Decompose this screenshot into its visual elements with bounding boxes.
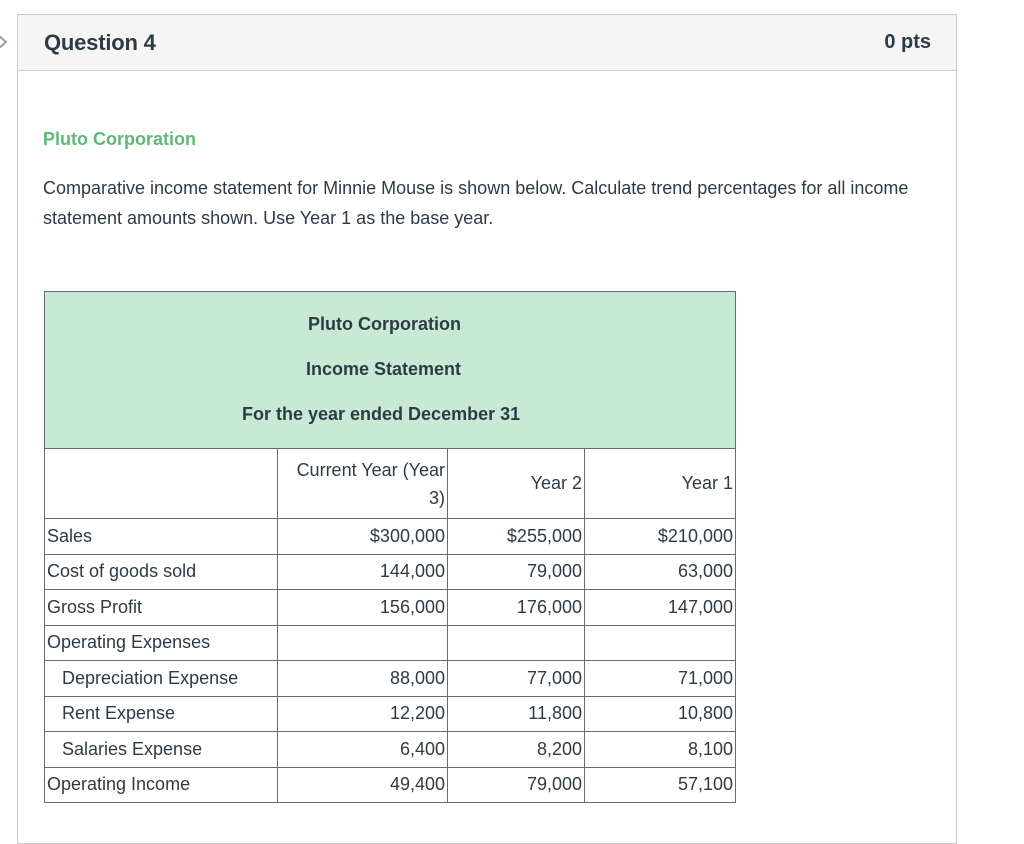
cell-current: 6,400 <box>278 732 448 768</box>
cell-current <box>278 625 448 661</box>
question-title: Question 4 <box>44 29 156 55</box>
table-row <box>45 696 736 732</box>
cell-year1: 8,100 <box>585 732 736 768</box>
cell-current: 12,200 <box>278 696 448 732</box>
column-header-current-label: Current Year (Year 3) <box>296 459 445 508</box>
table-row <box>45 519 736 555</box>
question-card <box>17 14 957 844</box>
column-header-year1: Year 1 <box>585 449 736 519</box>
cell-year2: 79,000 <box>448 554 585 590</box>
cell-year2: $255,000 <box>448 519 585 555</box>
cell-current: $300,000 <box>278 519 448 555</box>
question-prompt: Comparative income statement for Minnie Mouse is shown below. Calculate trend percentages for all income statement amounts shown. Use Year 1 as the base year. <box>43 178 909 228</box>
statement-title: Income Statement <box>306 359 462 379</box>
cell-current: 156,000 <box>278 590 448 626</box>
table-row <box>45 767 736 803</box>
cell-year2: 176,000 <box>448 590 585 626</box>
table-row <box>45 732 736 768</box>
statement-period: For the year ended December 31 <box>242 404 521 424</box>
cell-year1: 57,100 <box>585 767 736 803</box>
cell-year1: 63,000 <box>585 554 736 590</box>
question-header <box>18 15 956 71</box>
cell-year1: 71,000 <box>585 661 736 697</box>
cell-year1: 10,800 <box>585 696 736 732</box>
row-label: Operating Income <box>45 767 278 803</box>
row-label: Operating Expenses <box>45 625 278 661</box>
chevron-right-icon[interactable] <box>0 33 12 51</box>
row-label: Salaries Expense <box>45 732 278 768</box>
statement-company: Pluto Corporation <box>308 314 461 334</box>
cell-current: 144,000 <box>278 554 448 590</box>
cell-year1 <box>585 625 736 661</box>
row-label: Sales <box>45 519 278 555</box>
column-header-year2: Year 2 <box>448 449 585 519</box>
row-label: Cost of goods sold <box>45 554 278 590</box>
cell-year2: 77,000 <box>448 661 585 697</box>
cell-current: 49,400 <box>278 767 448 803</box>
cell-year2: 11,800 <box>448 696 585 732</box>
statement-header-row <box>45 292 736 449</box>
table-row <box>45 554 736 590</box>
cell-year2: 8,200 <box>448 732 585 768</box>
column-header-current <box>278 449 448 519</box>
question-points: 0 pts <box>884 31 931 53</box>
row-label: Depreciation Expense <box>45 661 278 697</box>
row-label: Gross Profit <box>45 590 278 626</box>
cell-year2: 79,000 <box>448 767 585 803</box>
table-row <box>45 661 736 697</box>
corner-cell <box>45 449 278 519</box>
company-heading: Pluto Corporation <box>43 129 196 149</box>
table-row <box>45 590 736 626</box>
cell-current: 88,000 <box>278 661 448 697</box>
cell-year2 <box>448 625 585 661</box>
income-statement-table <box>44 291 736 803</box>
table-row <box>45 625 736 661</box>
cell-year1: $210,000 <box>585 519 736 555</box>
statement-header <box>45 292 736 449</box>
cell-year1: 147,000 <box>585 590 736 626</box>
row-label: Rent Expense <box>45 696 278 732</box>
column-header-row <box>45 449 736 519</box>
